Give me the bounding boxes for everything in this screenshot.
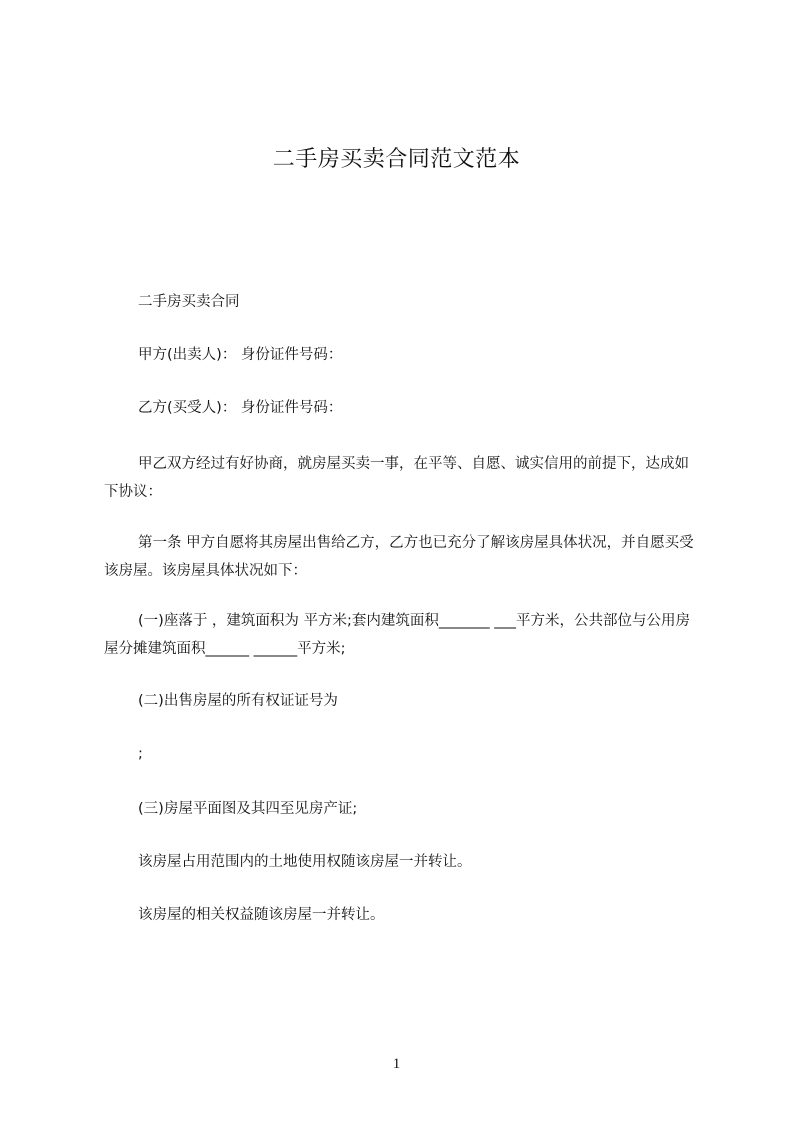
paragraph-item-2: (二)出售房屋的所有权证证号为 [138, 693, 338, 709]
paragraph-article-1: 第一条 甲方自愿将其房屋出售给乙方，乙方也已充分了解该房屋具体状况，并自愿买受该房屋。该房屋具体状况如下： [104, 535, 694, 579]
page-number: 1 [392, 1056, 401, 1072]
paragraph-semicolon: ; [138, 746, 143, 762]
paragraph-item-3: (三)房屋平面图及其四至见房产证; [138, 801, 358, 817]
paragraph-contract-heading: 二手房买卖合同 [138, 294, 240, 310]
paragraph-party-a: 甲方(出卖人)： 身份证件号码： [138, 347, 343, 363]
document-title: 二手房买卖合同范文范本 [272, 147, 521, 172]
paragraph-party-b: 乙方(买受人)： 身份证件号码： [138, 400, 343, 416]
paragraph-related-rights: 该房屋的相关权益随该房屋一并转让。 [138, 907, 385, 923]
paragraph-item-1: (一)座落于 ，建筑面积为 平方米;套内建筑面积_______ ___平方米，公共部位与公用房屋分摊建筑面积______ ______平方米; [104, 613, 691, 657]
paragraph-land-rights: 该房屋占用范围内的土地使用权随该房屋一并转让。 [138, 854, 472, 870]
paragraph-preamble: 甲乙双方经过有好协商，就房屋买卖一事，在平等、自愿、诚实信用的前提下，达成如下协议： [104, 456, 689, 500]
